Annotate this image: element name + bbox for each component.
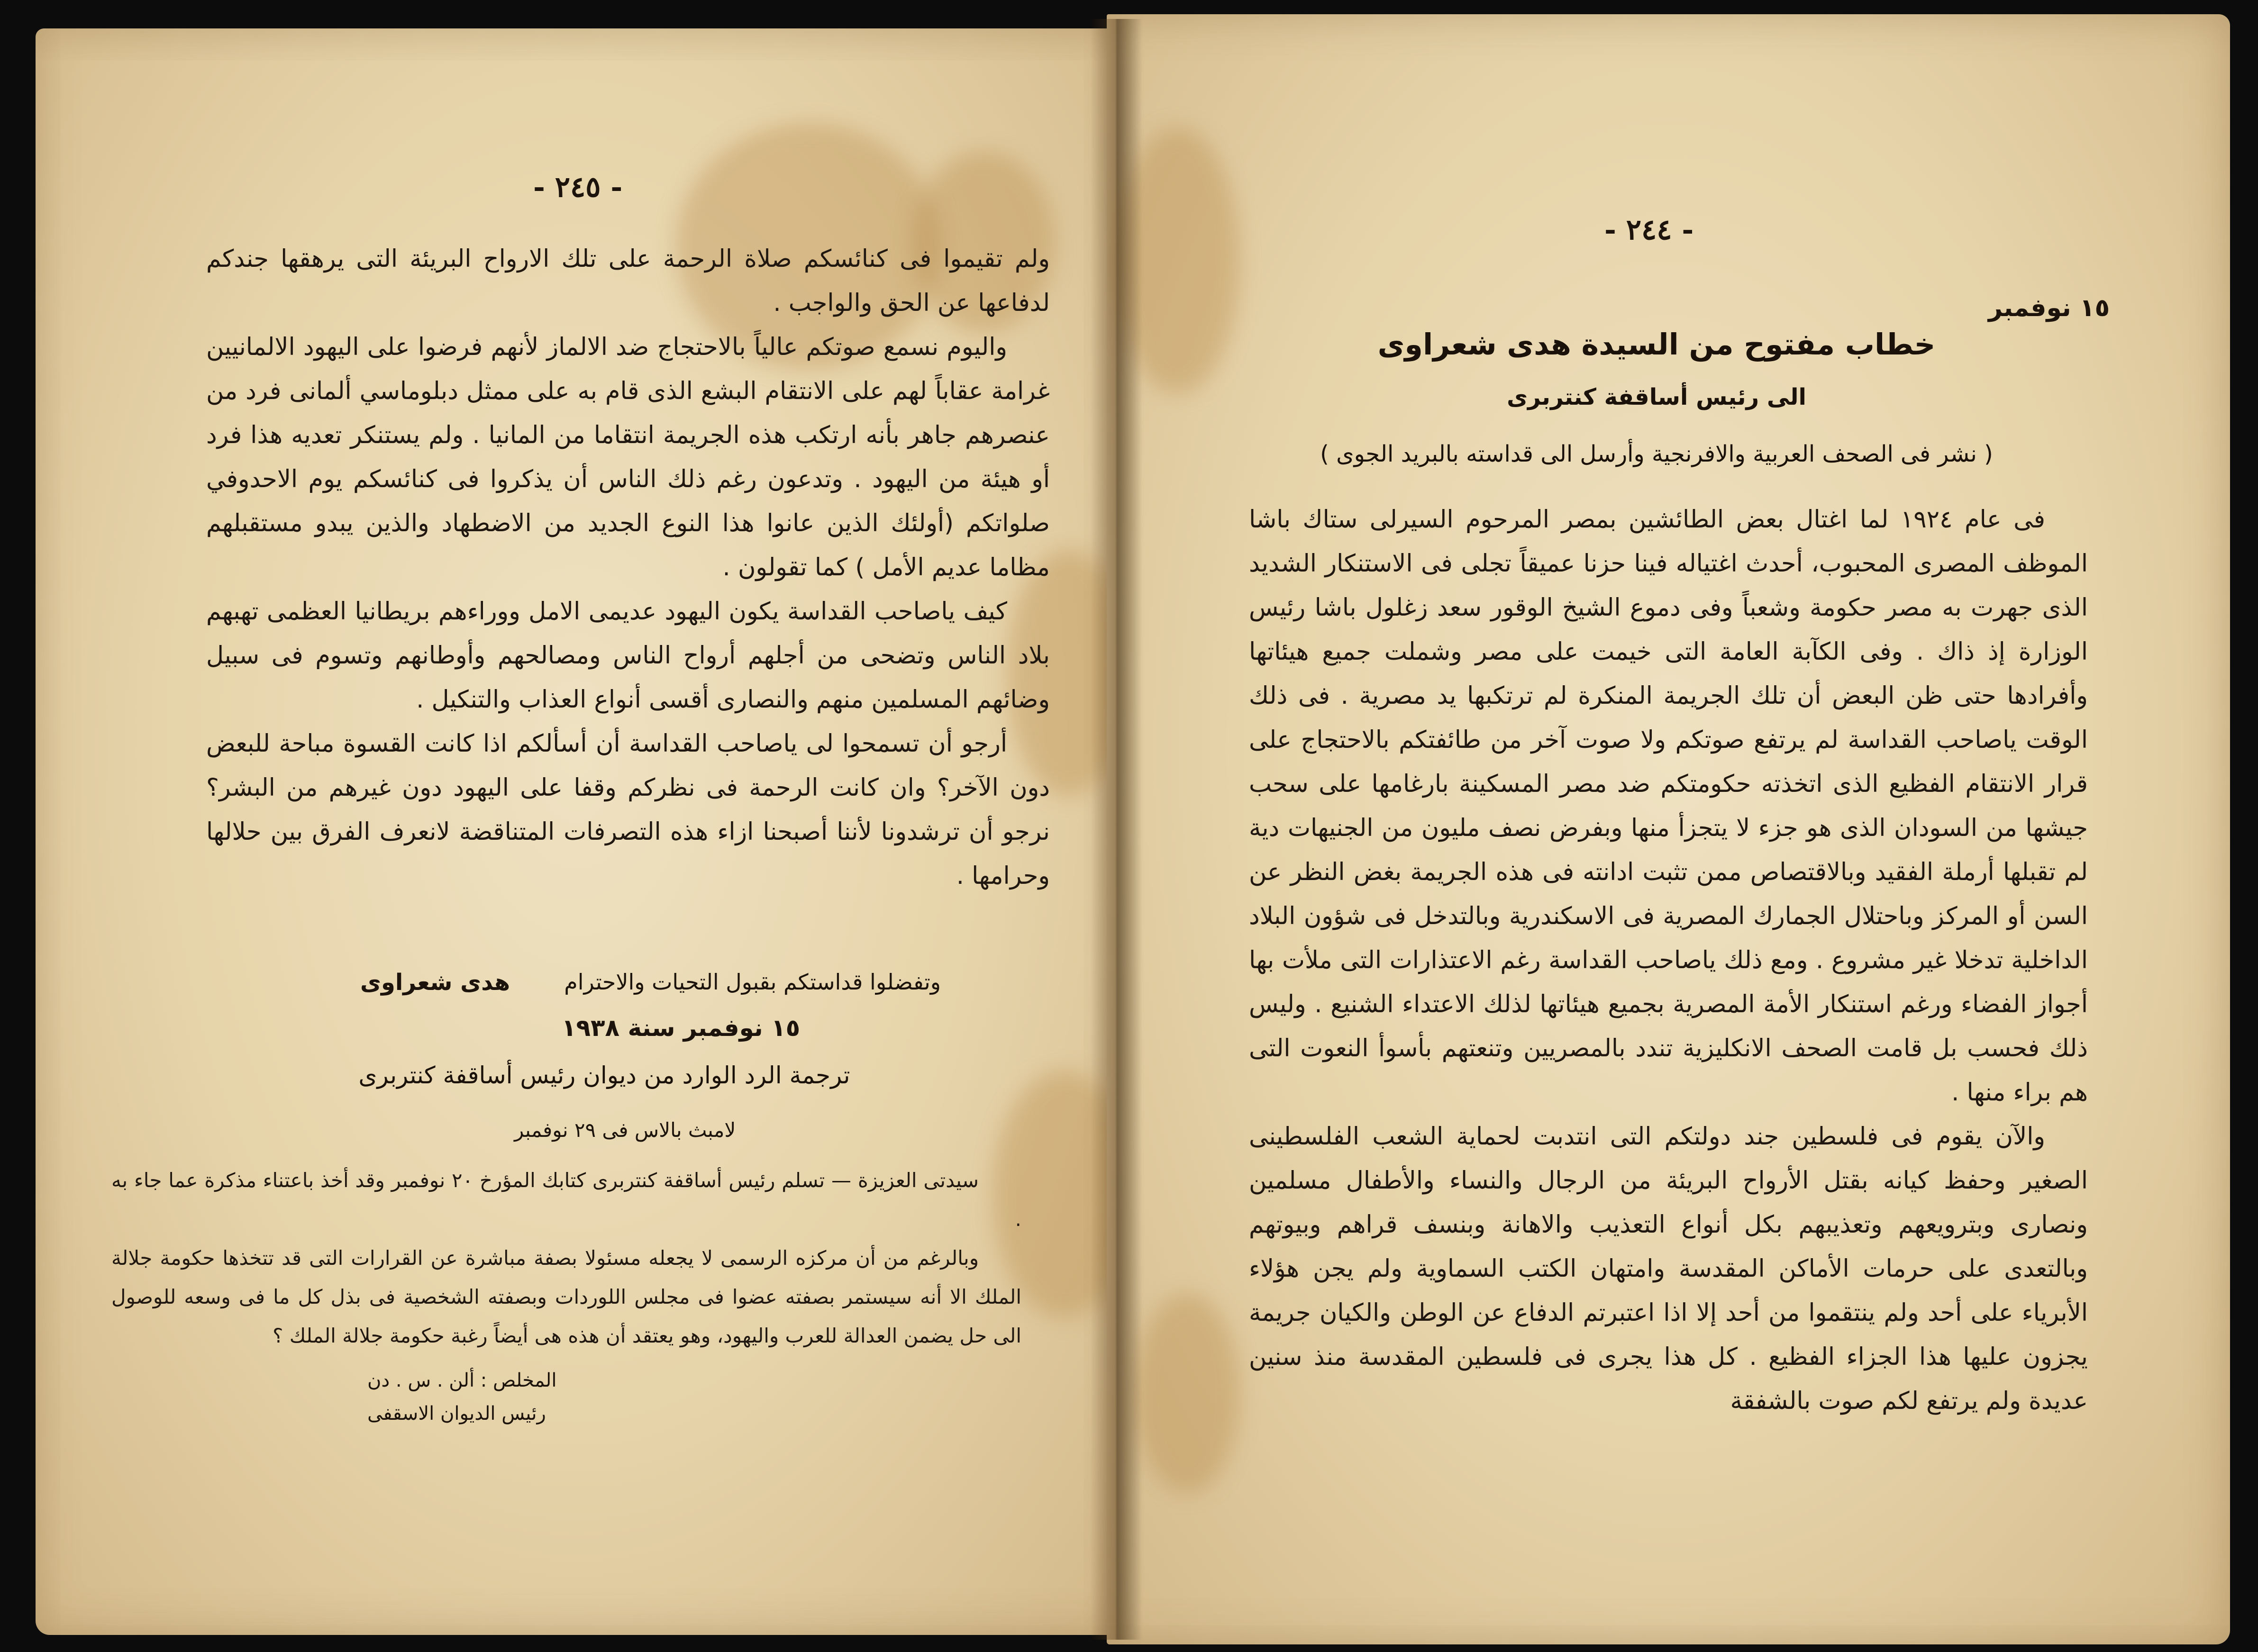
closing-line [192, 969, 941, 995]
left-body [206, 237, 1050, 898]
letter-title: خطاب مفتوح من السيدة هدى شعراوى [1377, 327, 1936, 362]
letter-date: ١٥ نوفمبر سنة ١٩٣٨ [562, 1014, 801, 1042]
reply-body [111, 1161, 1021, 1355]
signature: هدى شعراوى [360, 969, 510, 996]
reply-title: ترجمة الرد الوارد من ديوان رئيس أساقفة كنتربرى [358, 1062, 850, 1089]
paragraph: كيف ياصاحب القداسة يكون اليهود عديمى الامل ووراءهم بريطانيا العظمى تهبهم بلاد الناس وتضحى من أجلهم أرواح الناس ومصالحهم وأوطانهم وتسوم فى سبيل وضائهم المسلمين منهم والنصارى أقسى أنواع العذاب والتنكيل . [206, 598, 1050, 714]
reply-office: رئيس الديوان الاسقفى [367, 1403, 546, 1425]
publication-note: ( نشر فى الصحف العربية والافرنجية وأرسل الى قداسته بالبريد الجوى ) [1320, 441, 1993, 467]
reply-signature: المخلص : ألن . س . دن [367, 1370, 557, 1391]
paragraph: واليوم نسمع صوتكم عالياً بالاحتجاج ضد الالماز لأنهم فرضوا على اليهود الالمانيين غرامة عقاباً لهم على الانتقام البشع الذى قام به على ممثل دبلوماسي ألمانى فرد من عنصرهم جاهر بأنه ارتكب هذه الجريمة انتقاما من المانيا . ولم يستنكر تعديه هذا فرد أو هيئة من اليهود . وتدعون رغم ذلك الناس أن يذكروا فى كنائسكم يوم الاحدوفي صلواتكم (أولئك الذين عانوا هذا النوع الجديد من الاضطهاد والذين يبدو مستقبلهم مظاما عديم الأمل ) كما تقولون . [206, 333, 1050, 581]
paragraph: ولم تقيموا فى كنائسكم صلاة الرحمة على تلك الارواح البريئة التى يرهقها جندكم لدفاعها عن الحق والواجب . [206, 245, 1050, 317]
paragraph: أرجو أن تسمحوا لى ياصاحب القداسة أن أسألكم اذا كانت القسوة مباحة للبعض دون الآخر؟ وان كانت الرحمة فى نظركم وقفا على اليهود دون غيرهم من البشر؟ نرجو أن ترشدونا لأننا أصبحنا ازاء هذه التصرفات المتناقضة لانعرف الفرق بين حلالها وحرامها . [206, 730, 1050, 890]
reply-paragraph: سيدتى العزيزة — تسلم رئيس أساقفة كنتربرى كتابك المؤرخ ٢٠ نوفمبر وقد أخذ باعتناء مذكرة عما جاء به . [111, 1169, 1021, 1231]
page-number: - ٢٤٥ - [533, 171, 623, 204]
closing-text: وتفضلوا قداستكم بقبول التحيات والاحترام [564, 969, 941, 995]
book-gutter [1090, 19, 1142, 1640]
left-page [36, 28, 1116, 1635]
paragraph: والآن يقوم فى فلسطين جند دولتكم التى انتدبت لحماية الشعب الفلسطينى الصغير وحفظ كيانه بقتل الأرواح البريئة من الرجال والنساء والأطفال مسلمين ونصارى وبترويعهم وتعذيبهم بكل أنواع التعذيب والاهانة وبنسف قراهم وبيوتهم وبالتعدى على حرمات الأماكن المقدسة وامتهان الكتب السماوية ولم يجن هؤلاء الأبرياء على أحد ولم ينتقموا من أحد إلا اذا اعتبرتم الدفاع عن الوطن والكيان جريمة يجزون عليها هذا الجزاء الفظيع . كل هذا يجرى فى فلسطين المقدسة منذ سنين عديدة ولم يرتفع لكم صوت بالشفقة [1249, 1123, 2088, 1415]
reply-place-date: لامبث بالاس فى ٢٩ نوفمبر [514, 1118, 736, 1142]
right-body [1249, 498, 2088, 1423]
reply-paragraph: وبالرغم من أن مركزه الرسمى لا يجعله مسئولا بصفة مباشرة عن القرارات التى قد تتخذها حكومة جلالة الملك الا أنه سيستمر بصفته عضوا فى مجلس اللوردات وبصفته الشخصية فى بذل كل ما فى وسعه للوصول الى حل يضمن العدالة للعرب واليهود، وهو يعتقد أن هذه هى أيضاً رغبة حكومة جلالة الملك ؟ [111, 1246, 1021, 1347]
letter-subtitle: الى رئيس أساقفة كنتربرى [1507, 384, 1806, 410]
water-stain [1135, 1294, 1239, 1493]
paragraph: فى عام ١٩٢٤ لما اغتال بعض الطائشين بمصر المرحوم السيرلى ستاك باشا الموظف المصرى المحبوب، أحدث اغتياله فينا حزنا عميقاً تجلى فى الاستنكار الشديد الذى جهرت به مصر حكومة وشعباً وفى دموع الشيخ الوقور سعد زغلول باشا رئيس الوزارة إذ ذاك . وفى الكآبة العامة التى خيمت على مصر وشملت جميع هيئاتها وأفرادها حتى ظن البعض أن تلك الجريمة المنكرة لم ترتكبها يد مصرية . فى ذلك الوقت ياصاحب القداسة لم يرتفع صوتكم ولا صوت آخر من طائفتكم بالاحتجاج على قرار الانتقام الفظيع الذى اتخذته حكومتكم ضد مصر المسكينة بارغامها على سحب جيشها من السودان الذى هو جزء لا يتجزأ منها وبفرض نصف مليون من الجنيهات دية لم تقبلها أرملة الفقيد وبالاقتصاص ممن تثبت ادانته فى هذه الجريمة بغض النظر عن السن أو المركز وباحتلال الجمارك المصرية فى الاسكندرية وبالتدخل فى شؤون البلاد الداخلية تدخلا غير مشروع . ومع ذلك ياصاحب القداسة رغم الاعتذارات التى ملأت بها أجواز الفضاء ورغم استنكار الأمة المصرية بجميع هيئاتها لذلك الاعتداء الشنيع . وليس ذلك فحسب بل قامت الصحف الانكليزية تندد بالمصريين وتنعتهم بأسوأ النعوت التى هم براء منها . [1249, 506, 2088, 1107]
date-label: ١٥ نوفمبر [1988, 294, 2110, 322]
right-page [1107, 14, 2230, 1644]
page-number: - ٢٤٤ - [1604, 213, 1694, 246]
